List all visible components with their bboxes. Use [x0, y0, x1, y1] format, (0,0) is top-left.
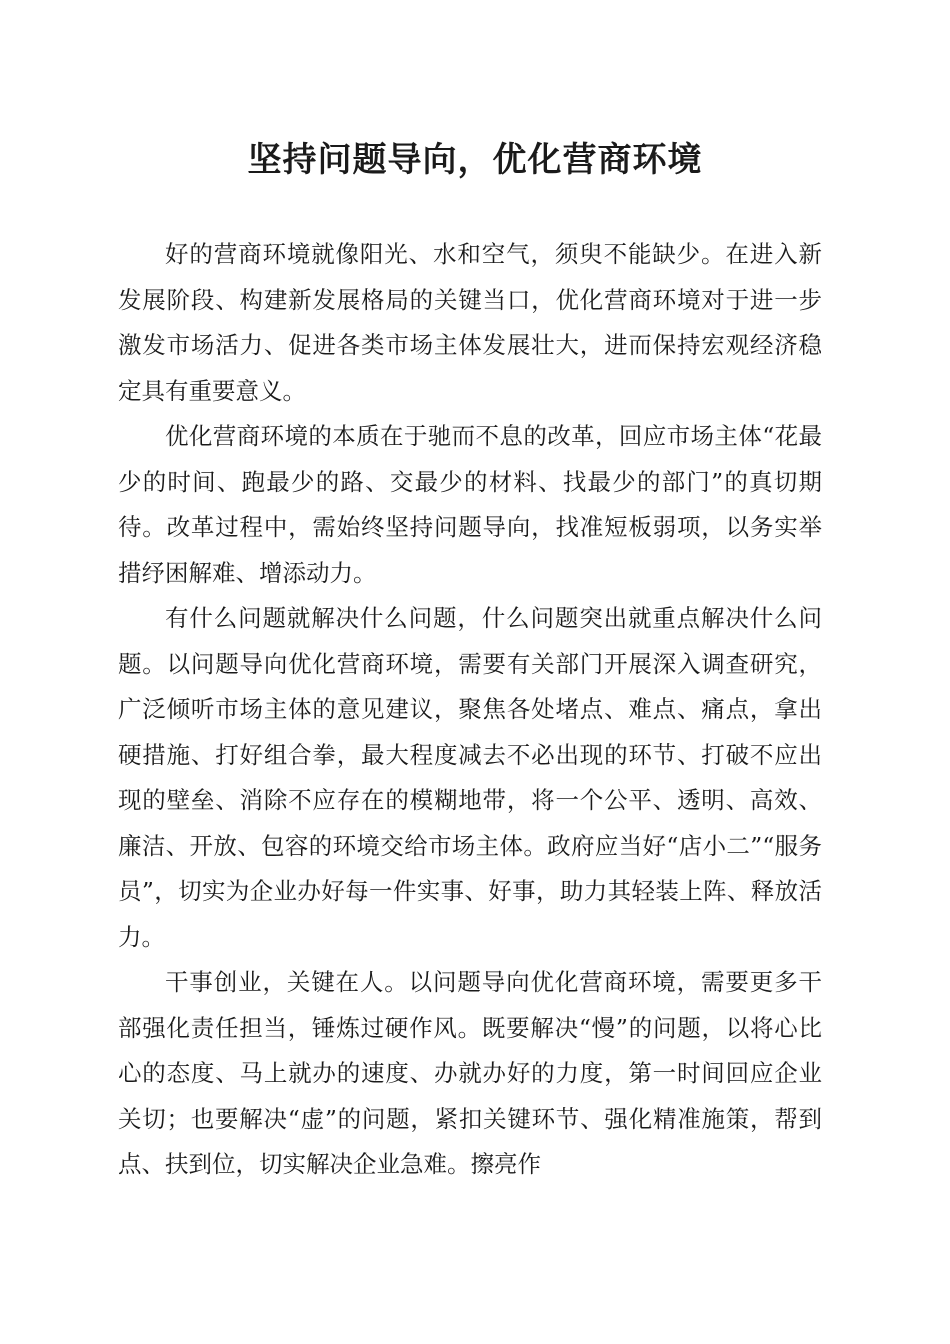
document-title: 坚持问题导向，优化营商环境: [247, 140, 703, 180]
document-body: [118, 232, 822, 1188]
paragraph: 干事创业，关键在人。以问题导向优化营商环境，需要更多干部强化责任担当，锤炼过硬作风。既要解决“慢”的问题，以将心比心的态度、马上就办的速度、办就办好的力度，第一时间回应企业关切；也要解决“虚”的问题，紧扣关键环节、强化精准施策，帮到点、扶到位，切实解决企业急难。擦亮作: [118, 968, 822, 1178]
paragraph: 优化营商环境的本质在于驰而不息的改革，回应市场主体“花最少的时间、跑最少的路、交最少的材料、找最少的部门”的真切期待。改革过程中，需始终坚持问题导向，找准短板弱项，以务实举措纾困解难、增添动力。: [118, 422, 822, 587]
paragraph: 好的营商环境就像阳光、水和空气，须臾不能缺少。在进入新发展阶段、构建新发展格局的关键当口，优化营商环境对于进一步激发市场活力、促进各类市场主体发展壮大，进而保持宏观经济稳定具有重要意义。: [118, 240, 822, 405]
paragraph: 有什么问题就解决什么问题，什么问题突出就重点解决什么问题。以问题导向优化营商环境，需要有关部门开展深入调查研究，广泛倾听市场主体的意见建议，聚焦各处堵点、难点、痛点，拿出硬措施、打好组合拳，最大程度减去不必出现的环节、打破不应出现的壁垒、消除不应存在的模糊地带，将一个公平、透明、高效、廉洁、开放、包容的环境交给市场主体。政府应当好“店小二”“服务员”，切实为企业办好每一件实事、好事，助力其轻装上阵、释放活力。: [118, 604, 822, 951]
